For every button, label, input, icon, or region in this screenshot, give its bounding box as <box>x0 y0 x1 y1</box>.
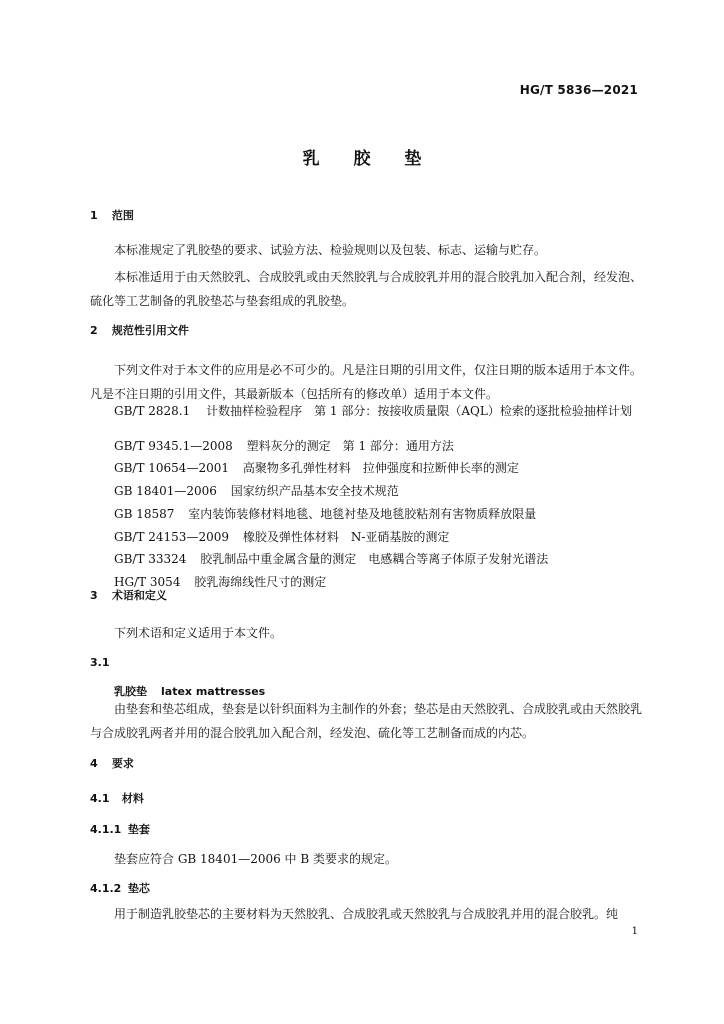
reference-code: GB 18401—2006 <box>114 484 217 498</box>
reference-title: 橡胶及弹性体材料 N-亚硝基胺的测定 <box>242 530 450 544</box>
section-number: 4.1.1 <box>90 823 122 836</box>
term-chinese: 乳胶垫 <box>114 685 147 698</box>
reference-title: 胶乳海绵线性尺寸的测定 <box>194 575 327 589</box>
section-1-heading <box>90 208 134 224</box>
reference-title: 塑料灰分的测定 第 1 部分：通用方法 <box>246 439 454 453</box>
reference-item <box>114 551 548 567</box>
reference-code: GB 18587 <box>114 507 175 521</box>
section-number: 4.1.2 <box>90 882 122 895</box>
section-2-heading <box>90 323 189 339</box>
section-4-heading <box>90 756 134 772</box>
section-1-paragraph-2: 本标准适用于由天然胶乳、合成胶乳或由天然胶乳与合成胶乳并用的混合胶乳加入配合剂，经发泡、硫化等工艺制备的乳胶垫芯与垫套组成的乳胶垫。 <box>90 270 643 308</box>
section-number: 3 <box>90 589 98 602</box>
section-title: 垫套 <box>127 823 150 836</box>
document-title: 乳 胶 垫 <box>302 149 436 169</box>
section-number: 4.1 <box>90 792 110 805</box>
reference-code: GB/T 10654—2001 <box>114 461 229 475</box>
reference-title: 计数抽样检验程序 第 1 部分：按接收质量限（AQL）检索的逐批检验抽样计划 <box>206 404 632 418</box>
subsection-4-1-2-heading <box>90 881 150 897</box>
subsection-4-1-2-text: 用于制造乳胶垫芯的主要材料为天然胶乳、合成胶乳或天然胶乳与合成胶乳并用的混合胶乳。纯 <box>114 907 619 921</box>
section-title: 材料 <box>121 792 144 805</box>
reference-code: HG/T 3054 <box>114 575 181 589</box>
section-title: 规范性引用文件 <box>111 324 189 337</box>
reference-code: GB/T 24153—2009 <box>114 530 229 544</box>
subsection-4-1-1-text: 垫套应符合 GB 18401—2006 中 B 类要求的规定。 <box>114 852 398 866</box>
reference-title: 室内装饰装修材料地毯、地毯衬垫及地毯胶粘剂有害物质释放限量 <box>188 507 537 521</box>
section-title: 术语和定义 <box>111 589 167 602</box>
reference-item <box>114 529 449 545</box>
section-number: 2 <box>90 324 98 337</box>
standard-code: HG/T 5836—2021 <box>519 83 638 97</box>
section-number: 1 <box>90 209 98 222</box>
reference-item <box>114 460 519 476</box>
section-2-intro: 下列文件对于本文件的应用是必不可少的。凡是注日期的引用文件，仅注日期的版本适用于本文件。凡是不注日期的引用文件，其最新版本（包括所有的修改单）适用于本文件。 <box>90 363 643 401</box>
reference-item <box>114 506 536 522</box>
subsection-4-1-heading <box>90 791 144 807</box>
subsection-4-1-1-heading <box>90 822 150 838</box>
reference-item <box>114 483 399 499</box>
section-title: 垫芯 <box>127 882 150 895</box>
reference-code: GB/T 33324 <box>114 552 187 566</box>
page-number: 1 <box>631 926 638 937</box>
section-3-heading <box>90 588 167 604</box>
reference-title: 高聚物多孔弹性材料 拉伸强度和拉断伸长率的测定 <box>242 461 519 475</box>
reference-item <box>114 438 454 454</box>
section-number: 4 <box>90 757 98 770</box>
term-definition: 由垫套和垫芯组成，垫套是以针织面料为主制作的外套；垫芯是由天然胶乳、合成胶乳或由天然胶乳与合成胶乳两者并用的混合胶乳加入配合剂，经发泡、硫化等工艺制备而成的内芯。 <box>90 702 643 740</box>
section-3-intro: 下列术语和定义适用于本文件。 <box>114 626 283 640</box>
reference-code: GB/T 9345.1—2008 <box>114 439 233 453</box>
section-1-paragraph-1: 本标准规定了乳胶垫的要求、试验方法、检验规则以及包装、标志、运输与贮存。 <box>114 243 547 257</box>
subsection-3-1-number: 3.1 <box>90 656 110 669</box>
section-title: 要求 <box>111 757 134 770</box>
reference-item <box>90 402 642 421</box>
section-title: 范围 <box>111 209 134 222</box>
reference-code: GB/T 2828.1 <box>114 404 191 418</box>
term-english: latex mattresses <box>161 685 266 698</box>
reference-title: 胶乳制品中重金属含量的测定 电感耦合等离子体原子发射光谱法 <box>200 552 549 566</box>
reference-title: 国家纺织产品基本安全技术规范 <box>230 484 399 498</box>
